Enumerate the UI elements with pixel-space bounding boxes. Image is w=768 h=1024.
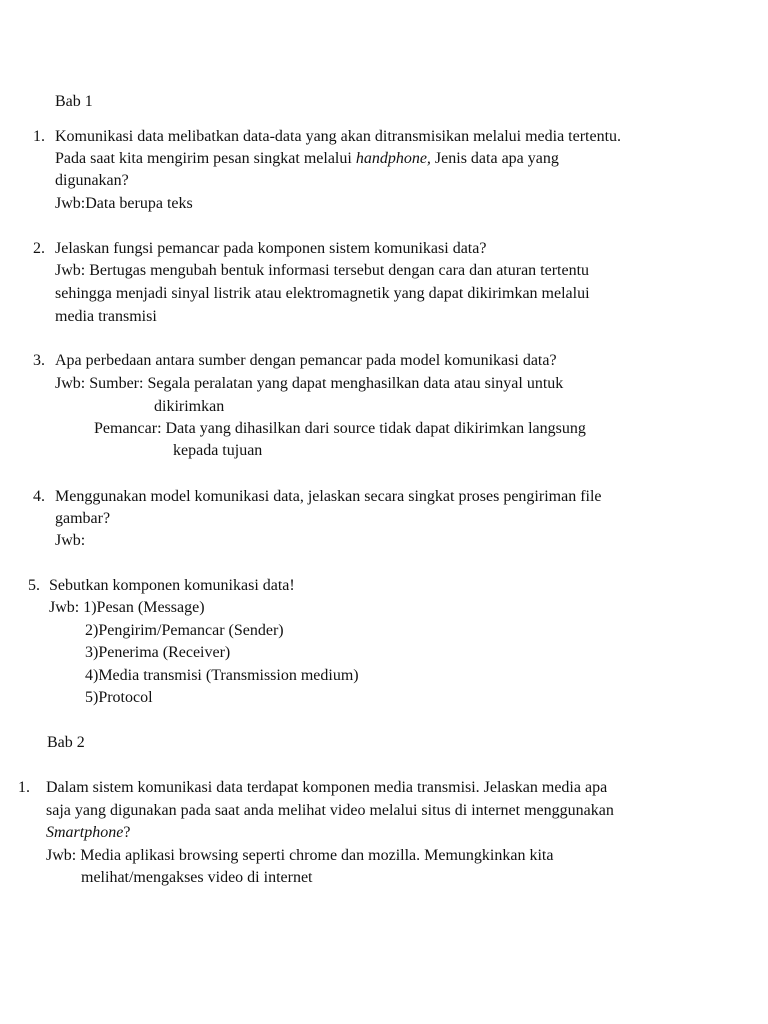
answer-text: media transmisi	[55, 308, 157, 325]
answer-text: 3)Penerima (Receiver)	[85, 644, 231, 661]
question-text: digunakan?	[55, 172, 129, 189]
answer-text: 5)Protocol	[85, 689, 153, 706]
answer-text: melihat/mengakses video di internet	[81, 869, 313, 886]
answer-text: 2)Pengirim/Pemancar (Sender)	[85, 622, 284, 639]
answer-text: Jwb: 1)Pesan (Message)	[49, 599, 205, 616]
answer-text: sehingga menjadi sinyal listrik atau elektromagnetik yang dapat dikirimkan melalui	[55, 285, 590, 302]
answer-text: Jwb: Sumber: Segala peralatan yang dapat menghasilkan data atau sinyal untuk	[55, 375, 564, 392]
section-heading-bab-2: Bab 2	[47, 734, 85, 751]
question-text: Smartphone?	[46, 824, 131, 841]
italic-term: handphone,	[355, 150, 431, 167]
question-text: Jelaskan fungsi pemancar pada komponen sistem komunikasi data?	[55, 240, 487, 257]
question-number: 5.	[28, 577, 40, 594]
question-number: 4.	[33, 488, 45, 505]
question-number: 3.	[33, 352, 45, 369]
answer-text: dikirimkan	[154, 398, 225, 415]
question-text: Menggunakan model komunikasi data, jelaskan secara singkat proses pengiriman file	[55, 488, 602, 505]
section-heading-bab-1: Bab 1	[55, 93, 93, 110]
italic-term: Smartphone	[46, 824, 124, 841]
question-number: 1.	[33, 128, 45, 145]
question-number: 2.	[33, 240, 45, 257]
question-text: Komunikasi data melibatkan data-data yang akan ditransmisikan melalui media tertentu.	[55, 128, 622, 145]
answer-text: Jwb:Data berupa teks	[55, 195, 193, 212]
answer-text: 4)Media transmisi (Transmission medium)	[85, 667, 359, 684]
answer-text: Jwb: Media aplikasi browsing seperti chrome dan mozilla. Memungkinkan kita	[46, 847, 554, 864]
answer-text: Pemancar: Data yang dihasilkan dari source tidak dapat dikirimkan langsung	[94, 420, 586, 437]
question-text: Dalam sistem komunikasi data terdapat komponen media transmisi. Jelaskan media apa	[46, 779, 608, 796]
question-text: Apa perbedaan antara sumber dengan pemancar pada model komunikasi data?	[55, 352, 557, 369]
question-text: Sebutkan komponen komunikasi data!	[49, 577, 295, 594]
answer-text: Jwb:	[55, 532, 86, 549]
question-number: 1.	[18, 779, 30, 796]
question-text: Pada saat kita mengirim pesan singkat melalui handphone, Jenis data apa yang	[55, 150, 559, 167]
answer-text: kepada tujuan	[173, 442, 263, 459]
question-text: saja yang digunakan pada saat anda melihat video melalui situs di internet menggunakan	[46, 802, 614, 819]
answer-text: Jwb: Bertugas mengubah bentuk informasi tersebut dengan cara dan aturan tertentu	[55, 262, 590, 279]
question-text: gambar?	[55, 510, 111, 527]
